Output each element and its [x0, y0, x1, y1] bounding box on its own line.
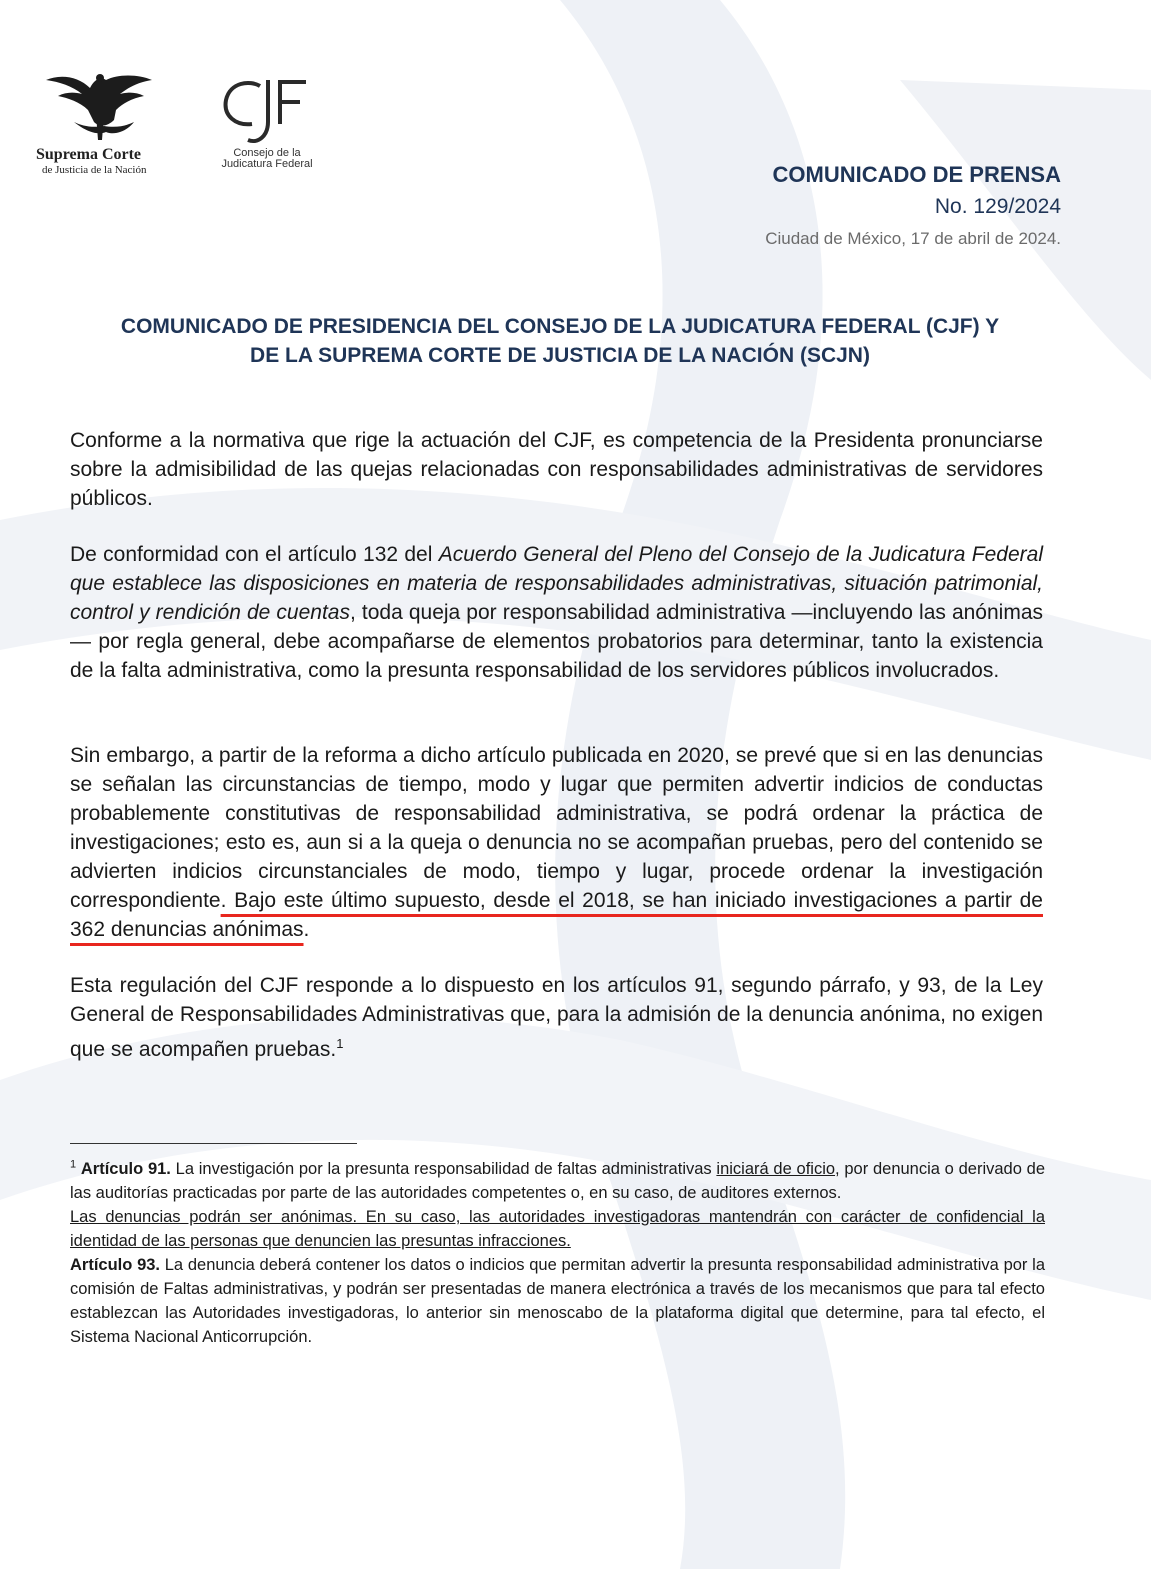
- paragraph-2: [70, 540, 1043, 685]
- press-label: COMUNICADO DE PRENSA: [772, 162, 1061, 187]
- footnotes: [70, 1157, 1045, 1349]
- paragraph-4: [70, 971, 1043, 1064]
- p2-agreement-title: Acuerdo General del Pleno del Consejo de la Judicatura Federal que establece las disposiciones en materia de responsabilidades administrativas, situación patrimonial, control y rendición de cuentas: [70, 543, 1043, 624]
- eagle-emblem-icon: [40, 70, 156, 142]
- scjn-name: Suprema Corte: [36, 146, 142, 163]
- p3-text: Sin embargo, a partir de la reforma a dicho artículo publicada en 2020, se prevé que si en las denuncias se señalan las circunstancias de tiempo, modo y lugar que permiten advertir indicios de conductas probablemente constitutivas de responsabilidad administrativa, se podrá ordenar la práctica de investigaciones; esto es, aun si a la queja o denuncia no se acompañan pruebas, pero del contenido se advierten indicios circunstanciales de modo, tiempo y lugar, procede ordenar la investigación correspondiente: [70, 744, 1043, 912]
- paragraph-3: [70, 741, 1043, 944]
- footnote-divider: [70, 1143, 357, 1144]
- press-date: Ciudad de México, 17 de abril de 2024.: [765, 229, 1061, 248]
- cjf-logo: [212, 76, 322, 170]
- footnote-number: 1: [70, 1158, 77, 1171]
- cjf-line1: Consejo de la: [233, 147, 301, 159]
- p3-end: .: [303, 918, 310, 941]
- art93-text: La denuncia deberá contener los datos o indicios que permitan advertir la presunta responsabilidad administrativa por la comisión de Faltas administrativas, y podrán ser presentadas de manera electrónica a través de los mecanismos que para tal efecto establezcan las Autoridades investigadoras, lo anterior sin menoscabo de la plataforma digital que determine, para tal efecto, el Sistema Nacional Anticorrupción.: [70, 1256, 1045, 1346]
- art93-label: Artículo 93.: [70, 1256, 161, 1274]
- art91-underlined: iniciará de oficio: [716, 1160, 836, 1178]
- page-title: [60, 312, 1060, 370]
- paragraph-1: Conforme a la normativa que rige la actuación del CJF, es competencia de la Presidenta pronunciarse sobre la admisibilidad de las quejas relacionadas con responsabilidades administrativas de servidores públicos.: [70, 429, 1043, 510]
- art91-text-1: La investigación por la presunta responsabilidad de faltas administrativas: [170, 1160, 717, 1178]
- cjf-monogram-icon: [218, 76, 314, 148]
- footnote-reference: 1: [336, 1036, 344, 1051]
- title-line-2: DE LA SUPREMA CORTE DE JUSTICIA DE LA NACIÓN (SCJN): [250, 344, 870, 367]
- art91-text-2: , por denuncia o derivado de las auditorías practicadas por parte de las autoridades competentes o, en su caso, de auditores externos.: [70, 1160, 1045, 1202]
- cjf-line2: Judicatura Federal: [221, 158, 313, 170]
- title-line-1: COMUNICADO DE PRESIDENCIA DEL CONSEJO DE LA JUDICATURA FEDERAL (CJF) Y: [120, 315, 1000, 338]
- p4-text: Esta regulación del CJF responde a lo dispuesto en los artículos 91, segundo párrafo, y 93, de la Ley General de Responsabilidades Administrativas que, para la admisión de la denuncia anónima, no exigen que se acompañen pruebas.: [70, 974, 1043, 1061]
- p3-highlighted-statement: . Bajo este último supuesto, desde el 2018, se han iniciado investigaciones a partir de 362 denuncias anónimas: [70, 889, 1043, 941]
- press-number: No. 129/2024: [934, 195, 1061, 218]
- art91-label: Artículo 91.: [80, 1160, 171, 1178]
- press-header: [765, 160, 1061, 254]
- p2-rest: , toda queja por responsabilidad administrativa —incluyendo las anónimas— por regla general, debe acompañarse de elementos probatorios para determinar, tanto la existencia de la falta administrativa, como la presunta responsabilidad de los servidores públicos involucrados.: [70, 601, 1044, 682]
- footnote-article-93: [70, 1253, 1045, 1349]
- p2-intro: De conformidad con el artículo 132 del: [70, 543, 439, 566]
- scjn-subtitle: de Justicia de la Nación: [42, 164, 147, 176]
- footnote-article-91-anonymous: Las denuncias podrán ser anónimas. En su caso, las autoridades investigadoras mantendrán con carácter de confidencial la identidad de las personas que denuncien las presuntas infracciones.: [70, 1208, 1045, 1250]
- footnote-article-91: [70, 1157, 1045, 1205]
- scjn-logo: [36, 70, 160, 176]
